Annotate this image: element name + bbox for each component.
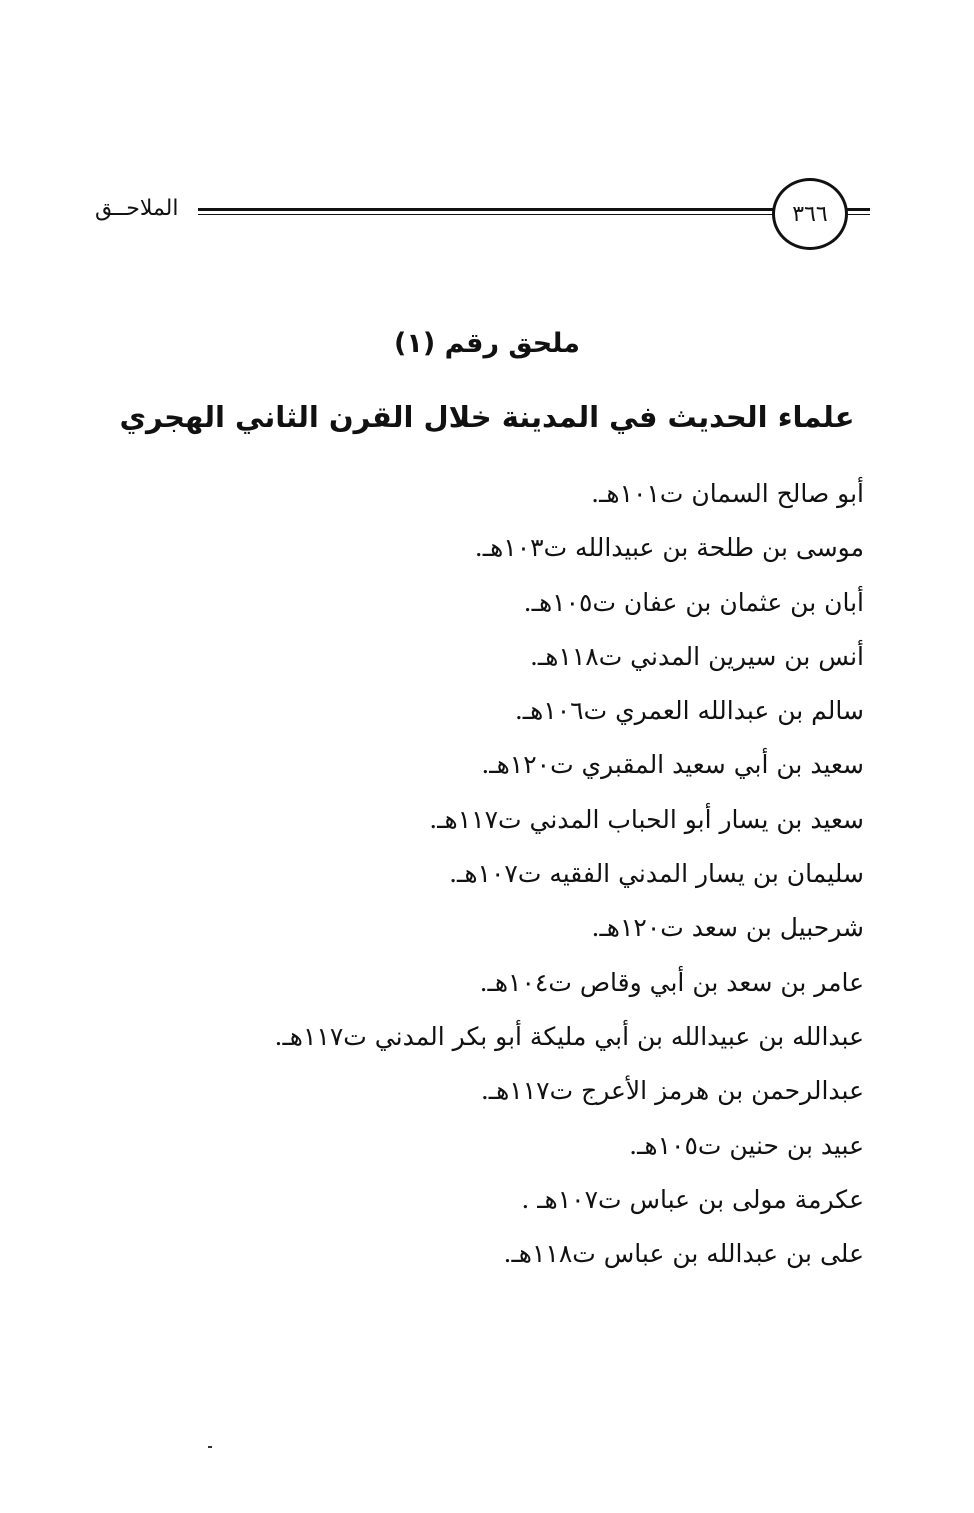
scholar-list [244,467,864,1281]
list-item: أنس بن سيرين المدني ت١١٨هـ. [529,641,864,671]
list-item: سعيد بن أبي سعيد المقبري ت١٢٠هـ. [481,750,864,780]
list-item: سليمان بن يسار المدني الفقيه ت١٠٧هـ. [449,859,864,889]
list-item: أبو صالح السمان ت١٠١هـ. [591,479,864,508]
list-item: عامر بن سعد بن أبي وقاص ت١٠٤هـ. [479,967,864,997]
list-item: عكرمة مولى بن عباس ت١٠٧هـ . [521,1184,864,1214]
page-speck [208,1446,212,1448]
page-number: ٣٦٦ [792,201,828,227]
page-header [95,178,865,250]
page-number-circle [772,178,848,250]
list-item: عبدالرحمن بن هرمز الأعرج ت١١٧هـ. [480,1076,864,1106]
appendix-subtitle: علماء الحديث في المدينة خلال القرن الثاني الهجري [119,400,855,434]
running-section-title: الملاحــق [95,196,179,221]
header-rule [198,208,870,215]
list-item: عبدالله بن عبيدالله بن أبي مليكة أبو بكر المدني ت١١٧هـ. [274,1021,864,1051]
list-item: سعيد بن يسار أبو الحباب المدني ت١١٧هـ. [429,804,864,834]
list-item: على بن عبدالله بن عباس ت١١٨هـ. [503,1239,864,1269]
list-item: سالم بن عبدالله العمري ت١٠٦هـ. [514,696,864,726]
list-item: عبيد بن حنين ت١٠٥هـ. [629,1130,864,1160]
appendix-title: ملحق رقم (١) [394,328,580,359]
list-item: موسى بن طلحة بن عبيدالله ت١٠٣هـ. [474,533,864,563]
list-item: شرحبيل بن سعد ت١٢٠هـ. [591,913,864,943]
list-item: أبان بن عثمان بن عفان ت١٠٥هـ. [523,587,864,617]
